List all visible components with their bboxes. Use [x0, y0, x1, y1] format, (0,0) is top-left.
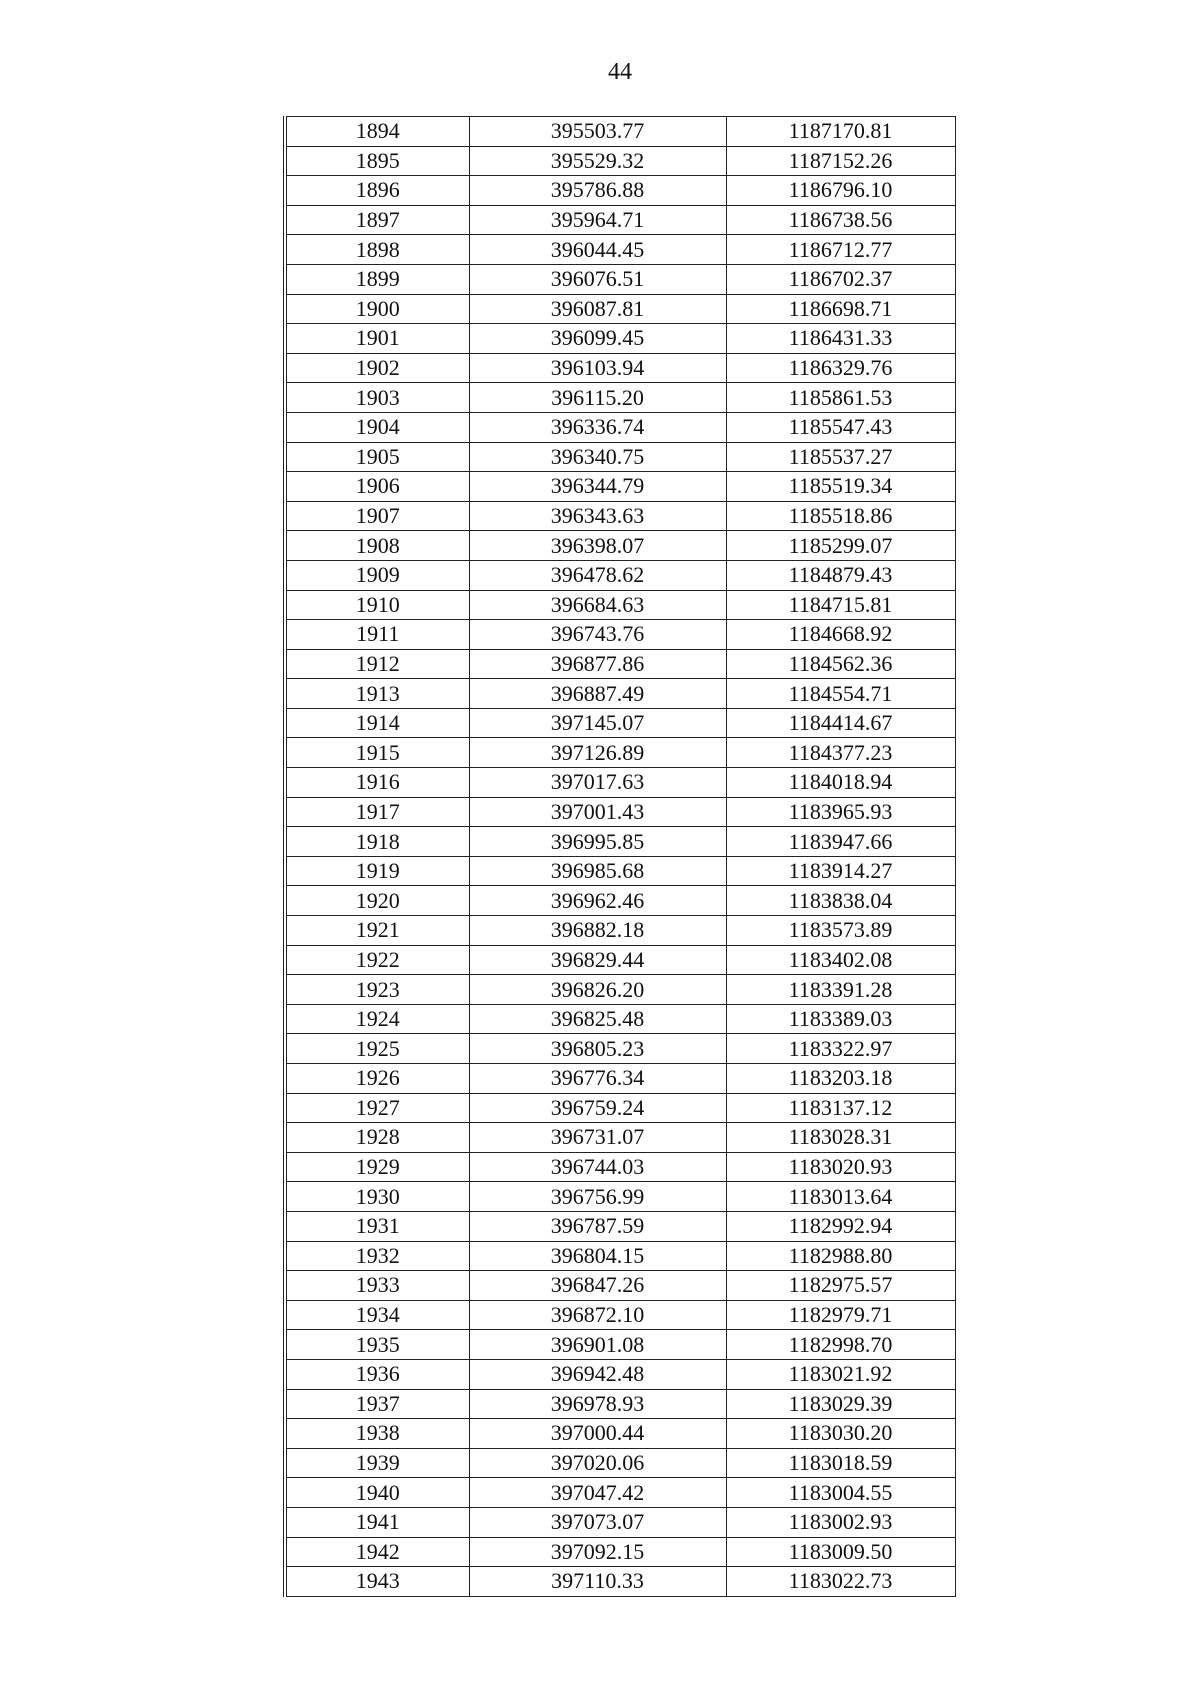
- point-number-cell: 1924: [285, 1004, 469, 1034]
- y-coordinate-cell: 1186712.77: [726, 235, 955, 265]
- point-number-cell: 1912: [285, 649, 469, 679]
- x-coordinate-cell: 396731.07: [469, 1123, 726, 1153]
- table-row: [285, 1478, 955, 1508]
- y-coordinate-cell: 1184554.71: [726, 679, 955, 709]
- x-coordinate-cell: 395964.71: [469, 205, 726, 235]
- y-coordinate-cell: 1184377.23: [726, 738, 955, 768]
- x-coordinate-cell: 396340.75: [469, 442, 726, 472]
- point-number-cell: 1915: [285, 738, 469, 768]
- table-row: [285, 1271, 955, 1301]
- table-row: [285, 1359, 955, 1389]
- point-number-cell: 1900: [285, 294, 469, 324]
- point-number-cell: 1928: [285, 1123, 469, 1153]
- x-coordinate-cell: 397017.63: [469, 768, 726, 798]
- y-coordinate-cell: 1183020.93: [726, 1152, 955, 1182]
- x-coordinate-cell: 396044.45: [469, 235, 726, 265]
- y-coordinate-cell: 1184668.92: [726, 620, 955, 650]
- y-coordinate-cell: 1183021.92: [726, 1359, 955, 1389]
- y-coordinate-cell: 1183029.39: [726, 1389, 955, 1419]
- point-number-cell: 1943: [285, 1567, 469, 1597]
- table-row: [285, 531, 955, 561]
- x-coordinate-cell: 396995.85: [469, 827, 726, 857]
- table-row: [285, 1152, 955, 1182]
- x-coordinate-cell: 396103.94: [469, 353, 726, 383]
- point-number-cell: 1921: [285, 916, 469, 946]
- point-number-cell: 1914: [285, 708, 469, 738]
- point-number-cell: 1917: [285, 797, 469, 827]
- point-number-cell: 1918: [285, 827, 469, 857]
- point-number-cell: 1927: [285, 1093, 469, 1123]
- table-row: [285, 294, 955, 324]
- y-coordinate-cell: 1183009.50: [726, 1537, 955, 1567]
- coordinates-table: [283, 116, 956, 1597]
- y-coordinate-cell: 1182992.94: [726, 1211, 955, 1241]
- table-row: [285, 1537, 955, 1567]
- point-number-cell: 1938: [285, 1419, 469, 1449]
- point-number-cell: 1929: [285, 1152, 469, 1182]
- x-coordinate-cell: 396942.48: [469, 1359, 726, 1389]
- table-row: [285, 472, 955, 502]
- table-row: [285, 264, 955, 294]
- x-coordinate-cell: 396759.24: [469, 1093, 726, 1123]
- x-coordinate-cell: 397073.07: [469, 1507, 726, 1537]
- point-number-cell: 1934: [285, 1300, 469, 1330]
- y-coordinate-cell: 1183947.66: [726, 827, 955, 857]
- x-coordinate-cell: 396985.68: [469, 856, 726, 886]
- x-coordinate-cell: 396756.99: [469, 1182, 726, 1212]
- table-row: [285, 353, 955, 383]
- table-row: [285, 856, 955, 886]
- x-coordinate-cell: 396684.63: [469, 590, 726, 620]
- point-number-cell: 1896: [285, 176, 469, 206]
- y-coordinate-cell: 1183004.55: [726, 1478, 955, 1508]
- point-number-cell: 1936: [285, 1359, 469, 1389]
- point-number-cell: 1925: [285, 1034, 469, 1064]
- point-number-cell: 1901: [285, 324, 469, 354]
- x-coordinate-cell: 396115.20: [469, 383, 726, 413]
- x-coordinate-cell: 395529.32: [469, 146, 726, 176]
- table-row: [285, 1093, 955, 1123]
- x-coordinate-cell: 397145.07: [469, 708, 726, 738]
- point-number-cell: 1937: [285, 1389, 469, 1419]
- table-row: [285, 738, 955, 768]
- y-coordinate-cell: 1183573.89: [726, 916, 955, 946]
- table-row: [285, 412, 955, 442]
- table-row: [285, 383, 955, 413]
- table-row: [285, 620, 955, 650]
- table-row: [285, 501, 955, 531]
- x-coordinate-cell: 396076.51: [469, 264, 726, 294]
- table-row: [285, 560, 955, 590]
- y-coordinate-cell: 1183402.08: [726, 945, 955, 975]
- y-coordinate-cell: 1182988.80: [726, 1241, 955, 1271]
- y-coordinate-cell: 1183013.64: [726, 1182, 955, 1212]
- y-coordinate-cell: 1182979.71: [726, 1300, 955, 1330]
- table-row: [285, 797, 955, 827]
- table-row: [285, 1448, 955, 1478]
- point-number-cell: 1940: [285, 1478, 469, 1508]
- y-coordinate-cell: 1186738.56: [726, 205, 955, 235]
- table-row: [285, 176, 955, 206]
- y-coordinate-cell: 1185519.34: [726, 472, 955, 502]
- point-number-cell: 1941: [285, 1507, 469, 1537]
- y-coordinate-cell: 1183030.20: [726, 1419, 955, 1449]
- y-coordinate-cell: 1183203.18: [726, 1064, 955, 1094]
- point-number-cell: 1911: [285, 620, 469, 650]
- y-coordinate-cell: 1186431.33: [726, 324, 955, 354]
- table-row: [285, 1123, 955, 1153]
- point-number-cell: 1932: [285, 1241, 469, 1271]
- x-coordinate-cell: 396776.34: [469, 1064, 726, 1094]
- point-number-cell: 1904: [285, 412, 469, 442]
- table-row: [285, 708, 955, 738]
- x-coordinate-cell: 396099.45: [469, 324, 726, 354]
- table-row: [285, 1419, 955, 1449]
- table-row: [285, 146, 955, 176]
- x-coordinate-cell: 396478.62: [469, 560, 726, 590]
- x-coordinate-cell: 396978.93: [469, 1389, 726, 1419]
- x-coordinate-cell: 397126.89: [469, 738, 726, 768]
- table-row: [285, 1064, 955, 1094]
- table-row: [285, 768, 955, 798]
- x-coordinate-cell: 396877.86: [469, 649, 726, 679]
- x-coordinate-cell: 396825.48: [469, 1004, 726, 1034]
- y-coordinate-cell: 1183965.93: [726, 797, 955, 827]
- y-coordinate-cell: 1183028.31: [726, 1123, 955, 1153]
- table-row: [285, 1507, 955, 1537]
- x-coordinate-cell: 397001.43: [469, 797, 726, 827]
- table-row: [285, 205, 955, 235]
- y-coordinate-cell: 1185537.27: [726, 442, 955, 472]
- point-number-cell: 1903: [285, 383, 469, 413]
- x-coordinate-cell: 396087.81: [469, 294, 726, 324]
- table-row: [285, 1004, 955, 1034]
- point-number-cell: 1908: [285, 531, 469, 561]
- y-coordinate-cell: 1185861.53: [726, 383, 955, 413]
- x-coordinate-cell: 395786.88: [469, 176, 726, 206]
- y-coordinate-cell: 1185547.43: [726, 412, 955, 442]
- y-coordinate-cell: 1186702.37: [726, 264, 955, 294]
- x-coordinate-cell: 396336.74: [469, 412, 726, 442]
- x-coordinate-cell: 396872.10: [469, 1300, 726, 1330]
- x-coordinate-cell: 396882.18: [469, 916, 726, 946]
- point-number-cell: 1942: [285, 1537, 469, 1567]
- coordinates-table-body: [285, 117, 955, 1597]
- point-number-cell: 1897: [285, 205, 469, 235]
- x-coordinate-cell: 396962.46: [469, 886, 726, 916]
- y-coordinate-cell: 1186329.76: [726, 353, 955, 383]
- table-row: [285, 886, 955, 916]
- point-number-cell: 1910: [285, 590, 469, 620]
- x-coordinate-cell: 396887.49: [469, 679, 726, 709]
- table-row: [285, 916, 955, 946]
- point-number-cell: 1919: [285, 856, 469, 886]
- x-coordinate-cell: 396743.76: [469, 620, 726, 650]
- x-coordinate-cell: 396805.23: [469, 1034, 726, 1064]
- y-coordinate-cell: 1183018.59: [726, 1448, 955, 1478]
- table-row: [285, 1567, 955, 1597]
- x-coordinate-cell: 395503.77: [469, 117, 726, 147]
- y-coordinate-cell: 1183389.03: [726, 1004, 955, 1034]
- x-coordinate-cell: 397092.15: [469, 1537, 726, 1567]
- y-coordinate-cell: 1182975.57: [726, 1271, 955, 1301]
- x-coordinate-cell: 397047.42: [469, 1478, 726, 1508]
- y-coordinate-cell: 1184562.36: [726, 649, 955, 679]
- table-row: [285, 1211, 955, 1241]
- table-row: [285, 235, 955, 265]
- table-row: [285, 1182, 955, 1212]
- table-row: [285, 1330, 955, 1360]
- y-coordinate-cell: 1184414.67: [726, 708, 955, 738]
- table-row: [285, 1389, 955, 1419]
- y-coordinate-cell: 1186796.10: [726, 176, 955, 206]
- y-coordinate-cell: 1187170.81: [726, 117, 955, 147]
- y-coordinate-cell: 1183022.73: [726, 1567, 955, 1597]
- point-number-cell: 1909: [285, 560, 469, 590]
- y-coordinate-cell: 1182998.70: [726, 1330, 955, 1360]
- point-number-cell: 1930: [285, 1182, 469, 1212]
- y-coordinate-cell: 1184879.43: [726, 560, 955, 590]
- x-coordinate-cell: 396343.63: [469, 501, 726, 531]
- point-number-cell: 1916: [285, 768, 469, 798]
- x-coordinate-cell: 396829.44: [469, 945, 726, 975]
- point-number-cell: 1922: [285, 945, 469, 975]
- y-coordinate-cell: 1187152.26: [726, 146, 955, 176]
- point-number-cell: 1895: [285, 146, 469, 176]
- x-coordinate-cell: 396847.26: [469, 1271, 726, 1301]
- y-coordinate-cell: 1185518.86: [726, 501, 955, 531]
- x-coordinate-cell: 397110.33: [469, 1567, 726, 1597]
- point-number-cell: 1926: [285, 1064, 469, 1094]
- point-number-cell: 1906: [285, 472, 469, 502]
- point-number-cell: 1920: [285, 886, 469, 916]
- table-row: [285, 117, 955, 147]
- table-row: [285, 590, 955, 620]
- x-coordinate-cell: 396344.79: [469, 472, 726, 502]
- table-row: [285, 324, 955, 354]
- point-number-cell: 1894: [285, 117, 469, 147]
- table-row: [285, 827, 955, 857]
- y-coordinate-cell: 1183838.04: [726, 886, 955, 916]
- point-number-cell: 1933: [285, 1271, 469, 1301]
- table-row: [285, 1300, 955, 1330]
- y-coordinate-cell: 1183322.97: [726, 1034, 955, 1064]
- y-coordinate-cell: 1183914.27: [726, 856, 955, 886]
- point-number-cell: 1935: [285, 1330, 469, 1360]
- point-number-cell: 1931: [285, 1211, 469, 1241]
- x-coordinate-cell: 396804.15: [469, 1241, 726, 1271]
- x-coordinate-cell: 396744.03: [469, 1152, 726, 1182]
- x-coordinate-cell: 397020.06: [469, 1448, 726, 1478]
- x-coordinate-cell: 397000.44: [469, 1419, 726, 1449]
- x-coordinate-cell: 396826.20: [469, 975, 726, 1005]
- point-number-cell: 1907: [285, 501, 469, 531]
- y-coordinate-cell: 1184715.81: [726, 590, 955, 620]
- table-row: [285, 442, 955, 472]
- point-number-cell: 1898: [285, 235, 469, 265]
- y-coordinate-cell: 1186698.71: [726, 294, 955, 324]
- page-number: 44: [608, 59, 632, 85]
- y-coordinate-cell: 1183002.93: [726, 1507, 955, 1537]
- point-number-cell: 1899: [285, 264, 469, 294]
- x-coordinate-cell: 396398.07: [469, 531, 726, 561]
- x-coordinate-cell: 396787.59: [469, 1211, 726, 1241]
- point-number-cell: 1939: [285, 1448, 469, 1478]
- table-row: [285, 1034, 955, 1064]
- table-row: [285, 975, 955, 1005]
- table-row: [285, 679, 955, 709]
- y-coordinate-cell: 1184018.94: [726, 768, 955, 798]
- point-number-cell: 1905: [285, 442, 469, 472]
- y-coordinate-cell: 1183137.12: [726, 1093, 955, 1123]
- table-row: [285, 649, 955, 679]
- point-number-cell: 1923: [285, 975, 469, 1005]
- point-number-cell: 1902: [285, 353, 469, 383]
- table-row: [285, 945, 955, 975]
- y-coordinate-cell: 1185299.07: [726, 531, 955, 561]
- x-coordinate-cell: 396901.08: [469, 1330, 726, 1360]
- table-row: [285, 1241, 955, 1271]
- point-number-cell: 1913: [285, 679, 469, 709]
- y-coordinate-cell: 1183391.28: [726, 975, 955, 1005]
